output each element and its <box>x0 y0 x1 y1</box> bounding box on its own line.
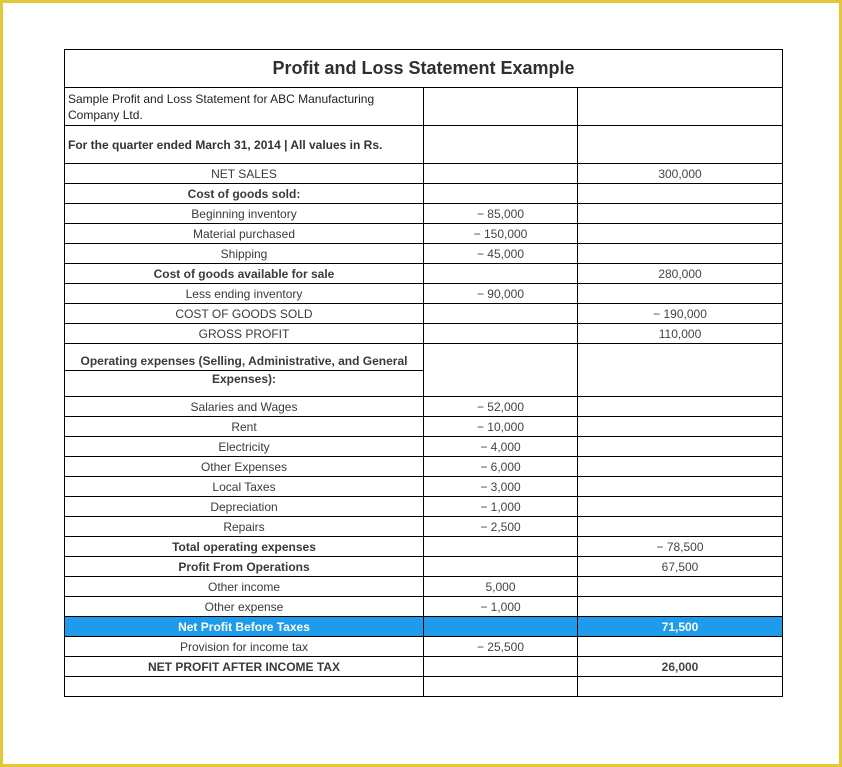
empty-cell <box>578 457 783 477</box>
row-amount: − 1,000 <box>424 497 578 517</box>
row-amount: − 3,000 <box>424 477 578 497</box>
row-label: Total operating expenses <box>65 537 424 557</box>
table-row <box>65 437 783 457</box>
empty-cell <box>424 164 578 184</box>
table-row <box>65 224 783 244</box>
row-total: 280,000 <box>578 264 783 284</box>
empty-cell <box>424 537 578 557</box>
row-total: 300,000 <box>578 164 783 184</box>
empty-cell <box>424 324 578 344</box>
intro-text: Sample Profit and Loss Statement for ABC Manufacturing Company Ltd. <box>65 88 424 126</box>
row-total: 26,000 <box>578 657 783 677</box>
table-row <box>65 397 783 417</box>
row-amount: − 90,000 <box>424 284 578 304</box>
row-amount: − 150,000 <box>424 224 578 244</box>
empty-cell <box>578 417 783 437</box>
row-amount: − 25,500 <box>424 637 578 657</box>
row-label: Local Taxes <box>65 477 424 497</box>
table-row <box>65 344 783 397</box>
row-label: Electricity <box>65 437 424 457</box>
row-label: Other income <box>65 577 424 597</box>
quarter-row <box>65 126 783 164</box>
row-amount: − 1,000 <box>424 597 578 617</box>
table-row <box>65 517 783 537</box>
row-label: COST OF GOODS SOLD <box>65 304 424 324</box>
table-row <box>65 264 783 284</box>
empty-cell <box>578 224 783 244</box>
empty-cell <box>65 677 424 697</box>
table-row <box>65 657 783 677</box>
empty-cell <box>424 88 578 126</box>
empty-cell <box>578 637 783 657</box>
row-label: Other Expenses <box>65 457 424 477</box>
empty-cell <box>424 264 578 284</box>
table-row <box>65 477 783 497</box>
empty-cell <box>424 344 578 397</box>
empty-cell <box>578 577 783 597</box>
table-row <box>65 244 783 264</box>
row-amount: 5,000 <box>424 577 578 597</box>
row-label: Depreciation <box>65 497 424 517</box>
row-total: − 78,500 <box>578 537 783 557</box>
row-label: Other expense <box>65 597 424 617</box>
row-label: GROSS PROFIT <box>65 324 424 344</box>
table-row <box>65 497 783 517</box>
empty-cell <box>578 344 783 397</box>
row-label: Repairs <box>65 517 424 537</box>
row-label: NET PROFIT AFTER INCOME TAX <box>65 657 424 677</box>
empty-cell <box>578 126 783 164</box>
row-amount: − 10,000 <box>424 417 578 437</box>
empty-cell <box>578 517 783 537</box>
row-label: NET SALES <box>65 164 424 184</box>
table-row <box>65 457 783 477</box>
row-label: Beginning inventory <box>65 204 424 224</box>
table-row <box>65 677 783 697</box>
row-total: 67,500 <box>578 557 783 577</box>
row-amount: − 2,500 <box>424 517 578 537</box>
empty-cell <box>578 244 783 264</box>
table-row <box>65 557 783 577</box>
empty-cell <box>424 557 578 577</box>
row-label: Shipping <box>65 244 424 264</box>
opex-header-line2: Expenses): <box>211 371 277 386</box>
empty-cell <box>424 657 578 677</box>
empty-cell <box>578 204 783 224</box>
table-row <box>65 637 783 657</box>
table-row <box>65 597 783 617</box>
table-row <box>65 537 783 557</box>
table-row <box>65 417 783 437</box>
opex-header-line1: Operating expenses (Selling, Administrative, and General <box>65 353 423 371</box>
row-label: Salaries and Wages <box>65 397 424 417</box>
empty-cell <box>578 677 783 697</box>
empty-cell <box>424 304 578 324</box>
row-total: 71,500 <box>578 617 783 637</box>
table-row <box>65 204 783 224</box>
opex-header <box>65 344 424 397</box>
table-row <box>65 324 783 344</box>
table-row <box>65 304 783 324</box>
row-label: Cost of goods available for sale <box>65 264 424 284</box>
empty-cell <box>424 617 578 637</box>
row-label: Material purchased <box>65 224 424 244</box>
highlighted-row <box>65 617 783 637</box>
empty-cell <box>578 477 783 497</box>
intro-row <box>65 88 783 126</box>
table-row <box>65 164 783 184</box>
empty-cell <box>424 677 578 697</box>
page-title: Profit and Loss Statement Example <box>65 50 783 88</box>
row-label: Profit From Operations <box>65 557 424 577</box>
empty-cell <box>578 184 783 204</box>
row-label: Provision for income tax <box>65 637 424 657</box>
empty-cell <box>578 284 783 304</box>
empty-cell <box>578 88 783 126</box>
table-row <box>65 184 783 204</box>
row-total: − 190,000 <box>578 304 783 324</box>
row-amount: − 4,000 <box>424 437 578 457</box>
row-amount: − 85,000 <box>424 204 578 224</box>
empty-cell <box>578 497 783 517</box>
empty-cell <box>578 597 783 617</box>
empty-cell <box>424 184 578 204</box>
empty-cell <box>424 126 578 164</box>
row-label: Less ending inventory <box>65 284 424 304</box>
table-row <box>65 284 783 304</box>
row-amount: − 45,000 <box>424 244 578 264</box>
empty-cell <box>578 437 783 457</box>
quarter-text: For the quarter ended March 31, 2014 | All values in Rs. <box>65 126 424 164</box>
empty-cell <box>578 397 783 417</box>
row-label: Cost of goods sold: <box>65 184 424 204</box>
pl-statement-table <box>64 49 783 697</box>
row-amount: − 52,000 <box>424 397 578 417</box>
row-label: Net Profit Before Taxes <box>65 617 424 637</box>
row-amount: − 6,000 <box>424 457 578 477</box>
row-label: Rent <box>65 417 424 437</box>
table-row <box>65 577 783 597</box>
row-total: 110,000 <box>578 324 783 344</box>
title-row <box>65 50 783 88</box>
